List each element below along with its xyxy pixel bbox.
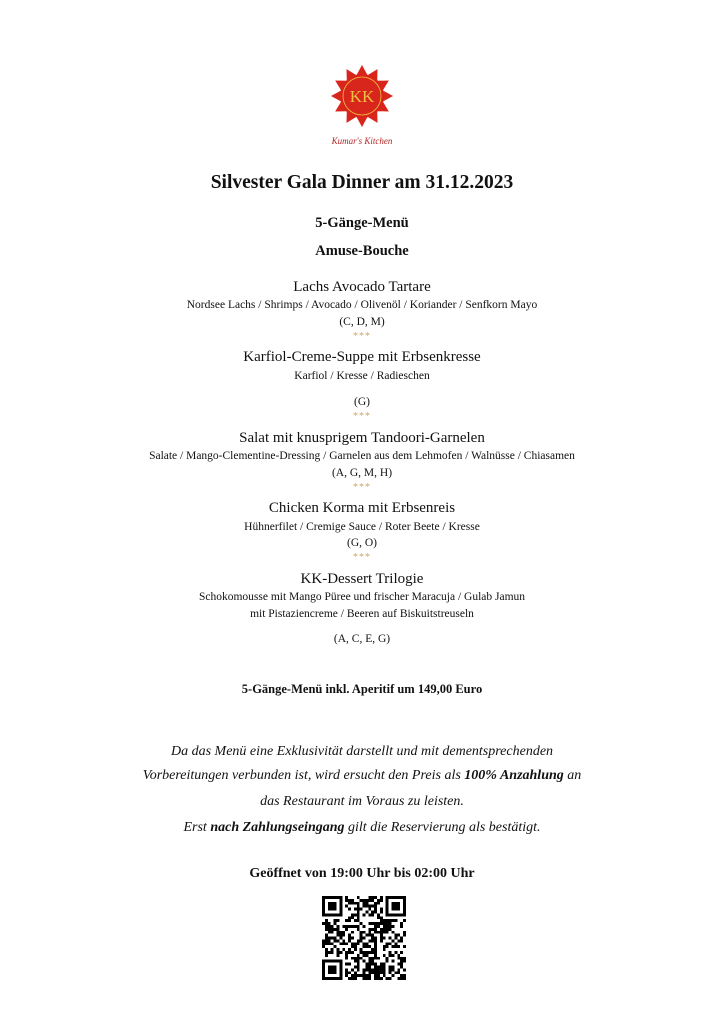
note-line-2: Vorbereitungen verbunden ist, wird ersucht den Preis als 100% Anzahlung an xyxy=(142,768,582,783)
logo-name: Kumar's Kitchen xyxy=(331,136,393,146)
page-title: Silvester Gala Dinner am 31.12.2023 xyxy=(210,172,514,193)
opening-hours: Geöffnet von 19:00 Uhr bis 02:00 Uhr xyxy=(249,866,475,881)
note-line-3: das Restaurant im Voraus zu leisten. xyxy=(260,794,464,809)
course-4-allergens: (G, O) xyxy=(346,537,378,549)
separator: *** xyxy=(353,482,371,493)
kumars-kitchen-logo xyxy=(330,64,394,148)
course-5-allergens: (A, C, E, G) xyxy=(333,633,391,645)
menu-heading: 5-Gänge-Menü xyxy=(315,215,409,231)
course-1-allergens: (C, D, M) xyxy=(339,316,385,328)
course-2-name: Karfiol-Creme-Suppe mit Erbsenkresse xyxy=(243,349,481,365)
course-5-ingredients-line-2: mit Pistaziencreme / Beeren auf Biskuitstreuseln xyxy=(250,608,474,620)
price-line: 5-Gänge-Menü inkl. Aperitif um 149,00 Euro xyxy=(241,682,483,696)
course-3-allergens: (A, G, M, H) xyxy=(331,467,393,479)
course-2-ingredients: Karfiol / Kresse / Radieschen xyxy=(294,370,430,382)
separator: *** xyxy=(353,411,371,422)
course-3-name: Salat mit knusprigem Tandoori-Garnelen xyxy=(239,430,485,446)
course-1-name: Lachs Avocado Tartare xyxy=(293,279,431,295)
course-5-name: KK-Dessert Trilogie xyxy=(300,571,424,587)
separator: *** xyxy=(353,552,371,563)
amuse-heading: Amuse-Bouche xyxy=(315,243,409,259)
note-line-1: Da das Menü eine Exklusivität darstellt und mit dementsprechenden xyxy=(170,744,554,759)
course-1-ingredients: Nordsee Lachs / Shrimps / Avocado / Olivenöl / Koriander / Senfkorn Mayo xyxy=(186,299,538,311)
course-4-name: Chicken Korma mit Erbsenreis xyxy=(268,500,456,516)
logo-initials: KK xyxy=(349,87,375,106)
course-5-ingredients-line-1: Schokomousse mit Mango Püree und frischer Maracuja / Gulab Jamun xyxy=(198,591,526,603)
course-4-ingredients: Hühnerfilet / Cremige Sauce / Roter Beete / Kresse xyxy=(244,521,480,533)
course-3-ingredients: Salate / Mango-Clementine-Dressing / Garnelen aus dem Lehmofen / Walnüsse / Chiasamen xyxy=(149,450,575,462)
note-line-4: Erst nach Zahlungseingang gilt die Reservierung als bestätigt. xyxy=(183,820,541,835)
course-2-allergens: (G) xyxy=(354,396,370,408)
qr-code-icon[interactable] xyxy=(322,896,406,980)
separator: *** xyxy=(353,331,371,342)
